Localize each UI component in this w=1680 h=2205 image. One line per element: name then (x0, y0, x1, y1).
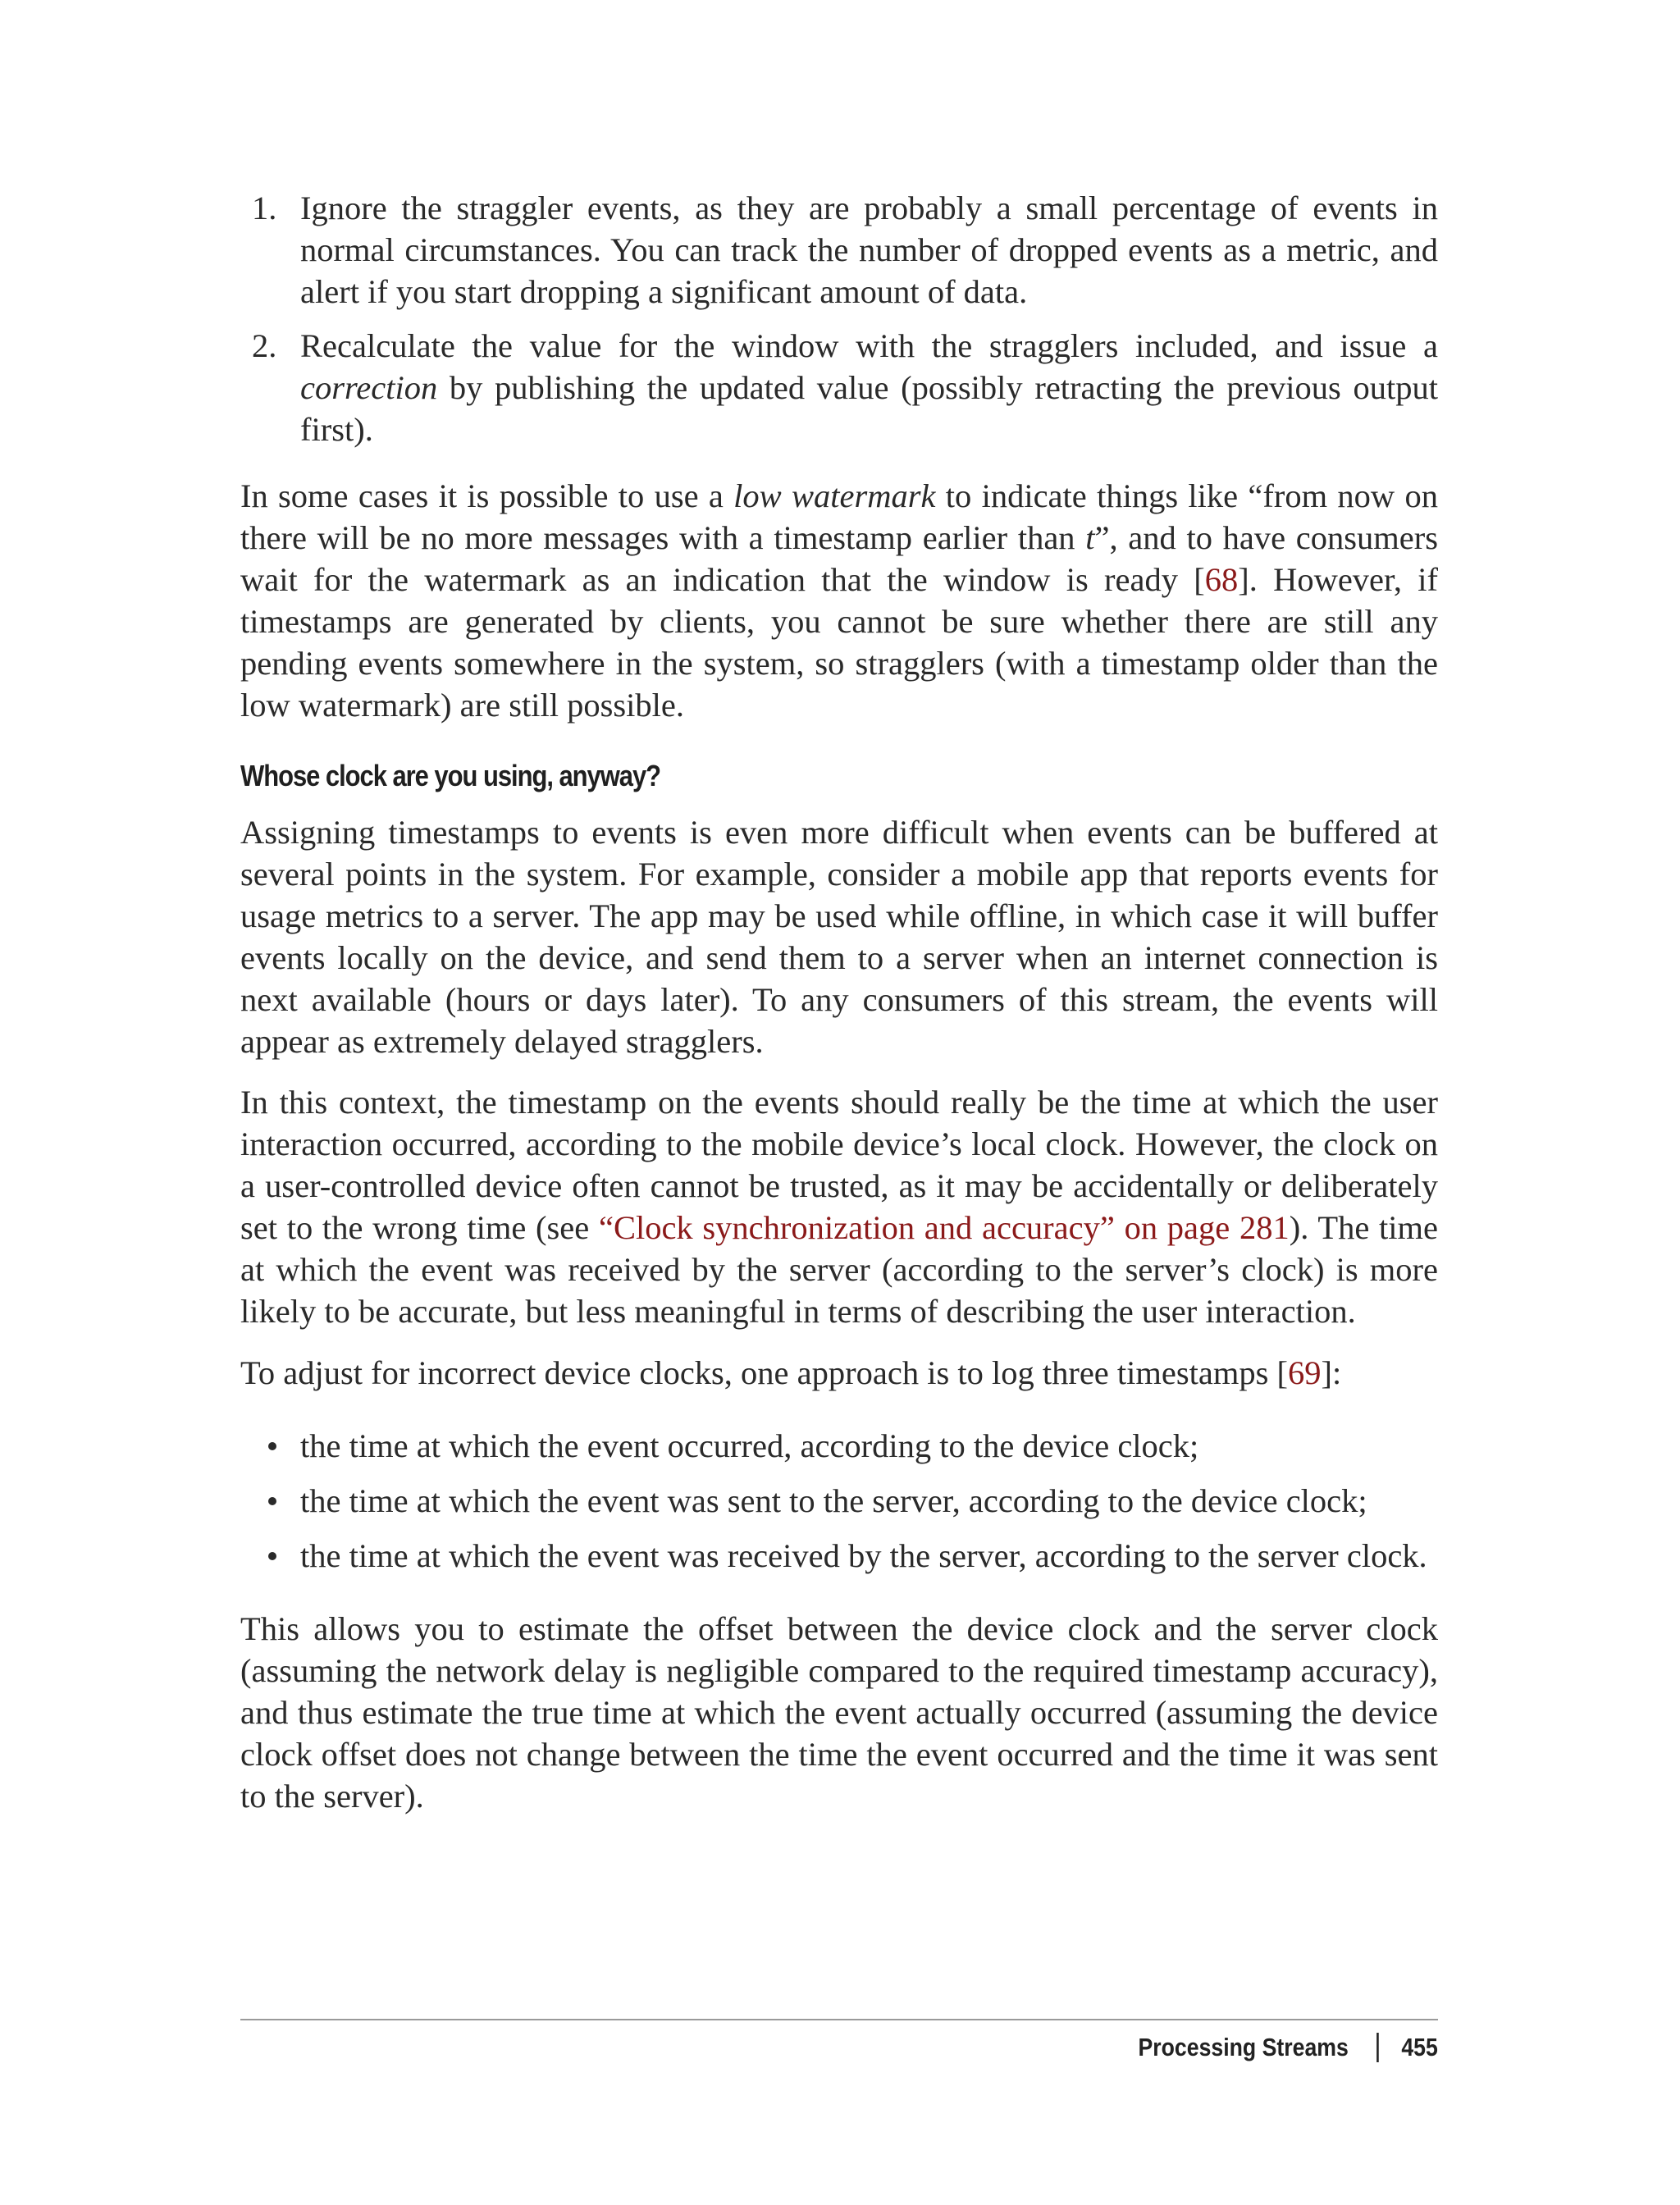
text-run: ). The time at which the event was received by the server (according to the server’s clock) is more likely to be accurate, but less meaningful in terms of describing the user interaction. (240, 1209, 1439, 1330)
timestamp-bullet-list (240, 1425, 1438, 1577)
list-item-1 (240, 187, 1438, 313)
list-number: 1. (252, 189, 277, 226)
page-content (240, 187, 1438, 1817)
footer-section-title: Processing Streams (1138, 2033, 1349, 2061)
cross-reference-link[interactable]: 68 (1204, 561, 1239, 598)
list-item-text (300, 327, 1438, 448)
bullet-item: the time at which the event occurred, according to the device clock; (240, 1425, 1438, 1467)
text-run: by publishing the updated value (possibly retracting the previous output first). (300, 369, 1438, 448)
bullet-item: the time at which the event was sent to the server, according to the device clock; (240, 1480, 1438, 1522)
bullet-icon (268, 1442, 276, 1450)
bullet-item: the time at which the event was received by the server, according to the server clock. (240, 1535, 1438, 1577)
numbered-list (240, 187, 1438, 450)
bullet-icon (268, 1552, 276, 1560)
paragraph-three-timestamps (240, 1352, 1438, 1394)
text-run: ”, and to have consumers wait for the watermark as an indication that the window is ready [ (240, 519, 1439, 598)
page-number: 455 (1401, 2033, 1438, 2061)
footer-divider (240, 2019, 1438, 2020)
text-run: In some cases it is possible to use a (240, 477, 734, 514)
text-run: Recalculate the value for the window with the stragglers included, and issue a (300, 327, 1438, 364)
text-run: In this context, the timestamp on the events should really be the time at which the user interaction occurred, according to the mobile device’s local clock. However, the clock on a user-controlled device often cannot be trusted, as it may be accidentally or deliberately set to the wrong time (see (240, 1084, 1438, 1246)
emphasis-text: correction (300, 369, 438, 406)
paragraph-device-clock (240, 1081, 1438, 1332)
text-run: To adjust for incorrect device clocks, one approach is to log three timestamps [ (240, 1354, 1288, 1391)
footer-separator (1376, 2033, 1379, 2062)
text-run: ]: (1321, 1354, 1342, 1391)
list-item-text (300, 189, 1438, 310)
text-run: to indicate things like “from now on there will be no more messages with a timestamp earlier than (240, 477, 1438, 556)
text-run: Assigning timestamps to events is even more difficult when events can be buffered at several points in the system. For example, consider a mobile app that reports events for usage metrics to a server. The app may be used while offline, in which case it will buffer events locally on the device, and send them to a server when an internet connection is next available (hours or days later). To any consumers of this stream, the events will appear as extremely delayed stragglers. (240, 814, 1438, 1060)
paragraph-assigning-timestamps (240, 811, 1438, 1062)
text-run: This allows you to estimate the offset between the device clock and the server clock (assuming the network delay is negligible compared to the required timestamp accuracy), and thus estimate the true time at which the event actually occurred (assuming the device clock offset does not change between the time the event occurred and the time it was sent to the server). (240, 1610, 1438, 1815)
page-footer (1139, 2033, 1438, 2062)
cross-reference-link[interactable]: “Clock synchronization and accuracy” on page 281 (598, 1209, 1290, 1246)
text-run: ]. However, if timestamps are generated by clients, you cannot be sure whether there are still any pending events somewhere in the system, so stragglers (with a timestamp older than the low watermark) are still possible. (240, 561, 1438, 724)
section-heading: Whose clock are you using, anyway? (240, 759, 661, 792)
list-number: 2. (252, 327, 277, 364)
paragraph-estimate-offset (240, 1608, 1438, 1817)
text-run: Ignore the straggler events, as they are probably a small percentage of events in normal circumstances. You can track the number of dropped events as a metric, and alert if you start dropping a significant amount of data. (300, 189, 1438, 310)
emphasis-text: t (1085, 519, 1095, 556)
list-item-2 (240, 325, 1438, 450)
paragraph-low-watermark (240, 475, 1438, 726)
emphasis-text: low watermark (733, 477, 936, 514)
bullet-icon (268, 1497, 276, 1505)
cross-reference-link[interactable]: 69 (1288, 1354, 1322, 1391)
